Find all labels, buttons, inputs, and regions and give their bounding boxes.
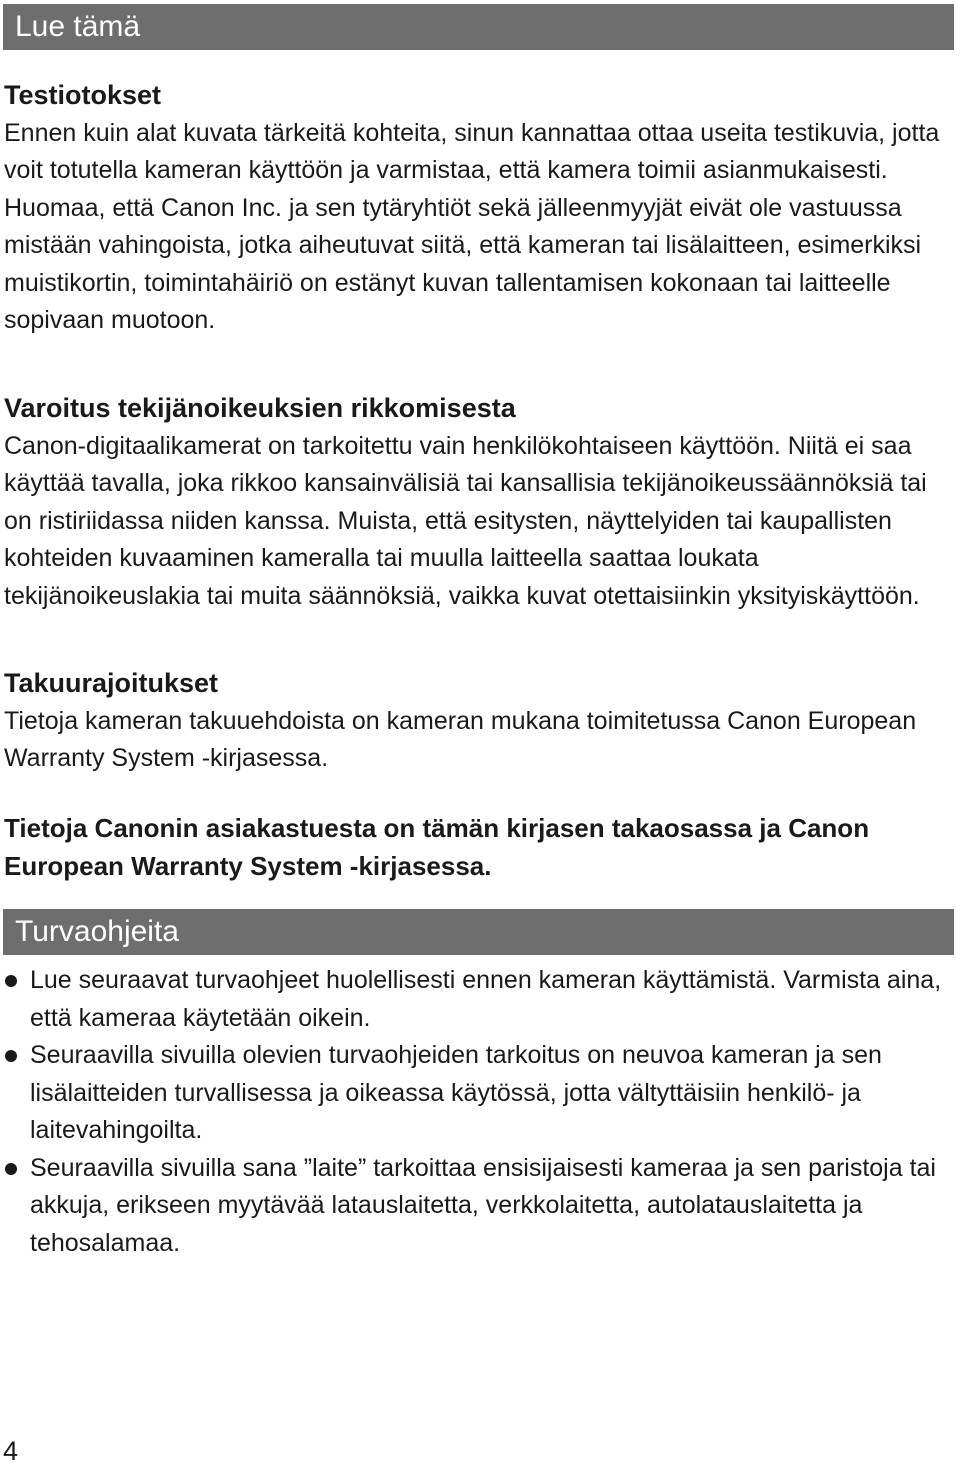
bullet-dot-icon	[5, 1163, 17, 1175]
varoitus-paragraph: Canon-digitaalikamerat on tarkoitettu vain henkilökohtaiseen käyttöön. Niitä ei saa käyttää tavalla, joka rikkoo kansainvälisiä tai kansallisia tekijänoikeussäännöksiä tai on ristiriidassa niiden kanssa. Muista, että esitysten, näyttelyiden tai kaupallisten kohteiden kuvaaminen kameralla tai muulla laitteella saattaa loukata tekijänoikeuslakia tai muita säännöksiä, vaikka kuvat otettaisiinkin yksityiskäyttöön.	[4, 431, 927, 610]
takuurajoitukset-heading: Takuurajoitukset	[4, 668, 219, 698]
page-number: 4	[3, 1436, 19, 1466]
takuurajoitukset-paragraph: Tietoja kameran takuuehdoista on kameran mukana toimitetussa Canon European Warranty System -kirjasessa.	[4, 706, 917, 772]
list-item-text: Seuraavilla sivuilla olevien turvaohjeiden tarkoitus on neuvoa kameran ja sen lisälaitteiden turvallisessa ja oikeassa käytössä, jotta vältyttäisiin henkilö- ja laitevahingoilta.	[30, 1041, 882, 1144]
list-item	[0, 1037, 952, 1150]
bullet-dot-icon	[5, 975, 17, 987]
turvaohjeita-list	[0, 962, 952, 1262]
section-header-lue-tama: Lue tämä	[3, 4, 954, 50]
section-header-turvaohjeita: Turvaohjeita	[3, 909, 954, 955]
list-item	[0, 1150, 952, 1263]
asiakastuki-text: Tietoja Canonin asiakastuesta on tämän kirjasen takaosassa ja Canon European Warranty System -kirjasessa.	[4, 813, 870, 881]
list-item-text: Lue seuraavat turvaohjeet huolellisesti ennen kameran käyttämistä. Varmista aina, että kameraa käytetään oikein.	[30, 966, 942, 1032]
takuurajoitukset-section	[4, 665, 952, 778]
bullet-dot-icon	[5, 1050, 17, 1062]
list-item-text: Seuraavilla sivuilla sana ”laite” tarkoittaa ensisijaisesti kameraa ja sen paristoja tai akkuja, erikseen myytävää latauslaitetta, verkkolaitetta, autolatauslaitetta ja tehosalamaa.	[30, 1153, 936, 1257]
varoitus-section	[4, 390, 952, 615]
list-item	[0, 962, 952, 1037]
varoitus-heading: Varoitus tekijänoikeuksien rikkomisesta	[4, 393, 516, 423]
asiakastuki-note	[4, 810, 952, 885]
testiotokset-paragraph-1: Ennen kuin alat kuvata tärkeitä kohteita, sinun kannattaa ottaa useita testikuvia, jotta voit totutella kameran käyttöön ja varmistaa, että kamera toimii asianmukaisesti.	[4, 118, 940, 184]
testiotokset-section	[4, 77, 952, 340]
testiotokset-heading: Testiotokset	[4, 80, 162, 110]
testiotokset-paragraph-2: Huomaa, että Canon Inc. ja sen tytäryhtiöt sekä jälleenmyyjät eivät ole vastuussa mistään vahingoista, jotka aiheutuvat siitä, että kameran tai lisälaitteen, esimerkiksi muistikortin, toimintahäiriö on estänyt kuvan tallentamisen kokonaan tai laitteelle sopivaan muotoon.	[4, 193, 922, 334]
